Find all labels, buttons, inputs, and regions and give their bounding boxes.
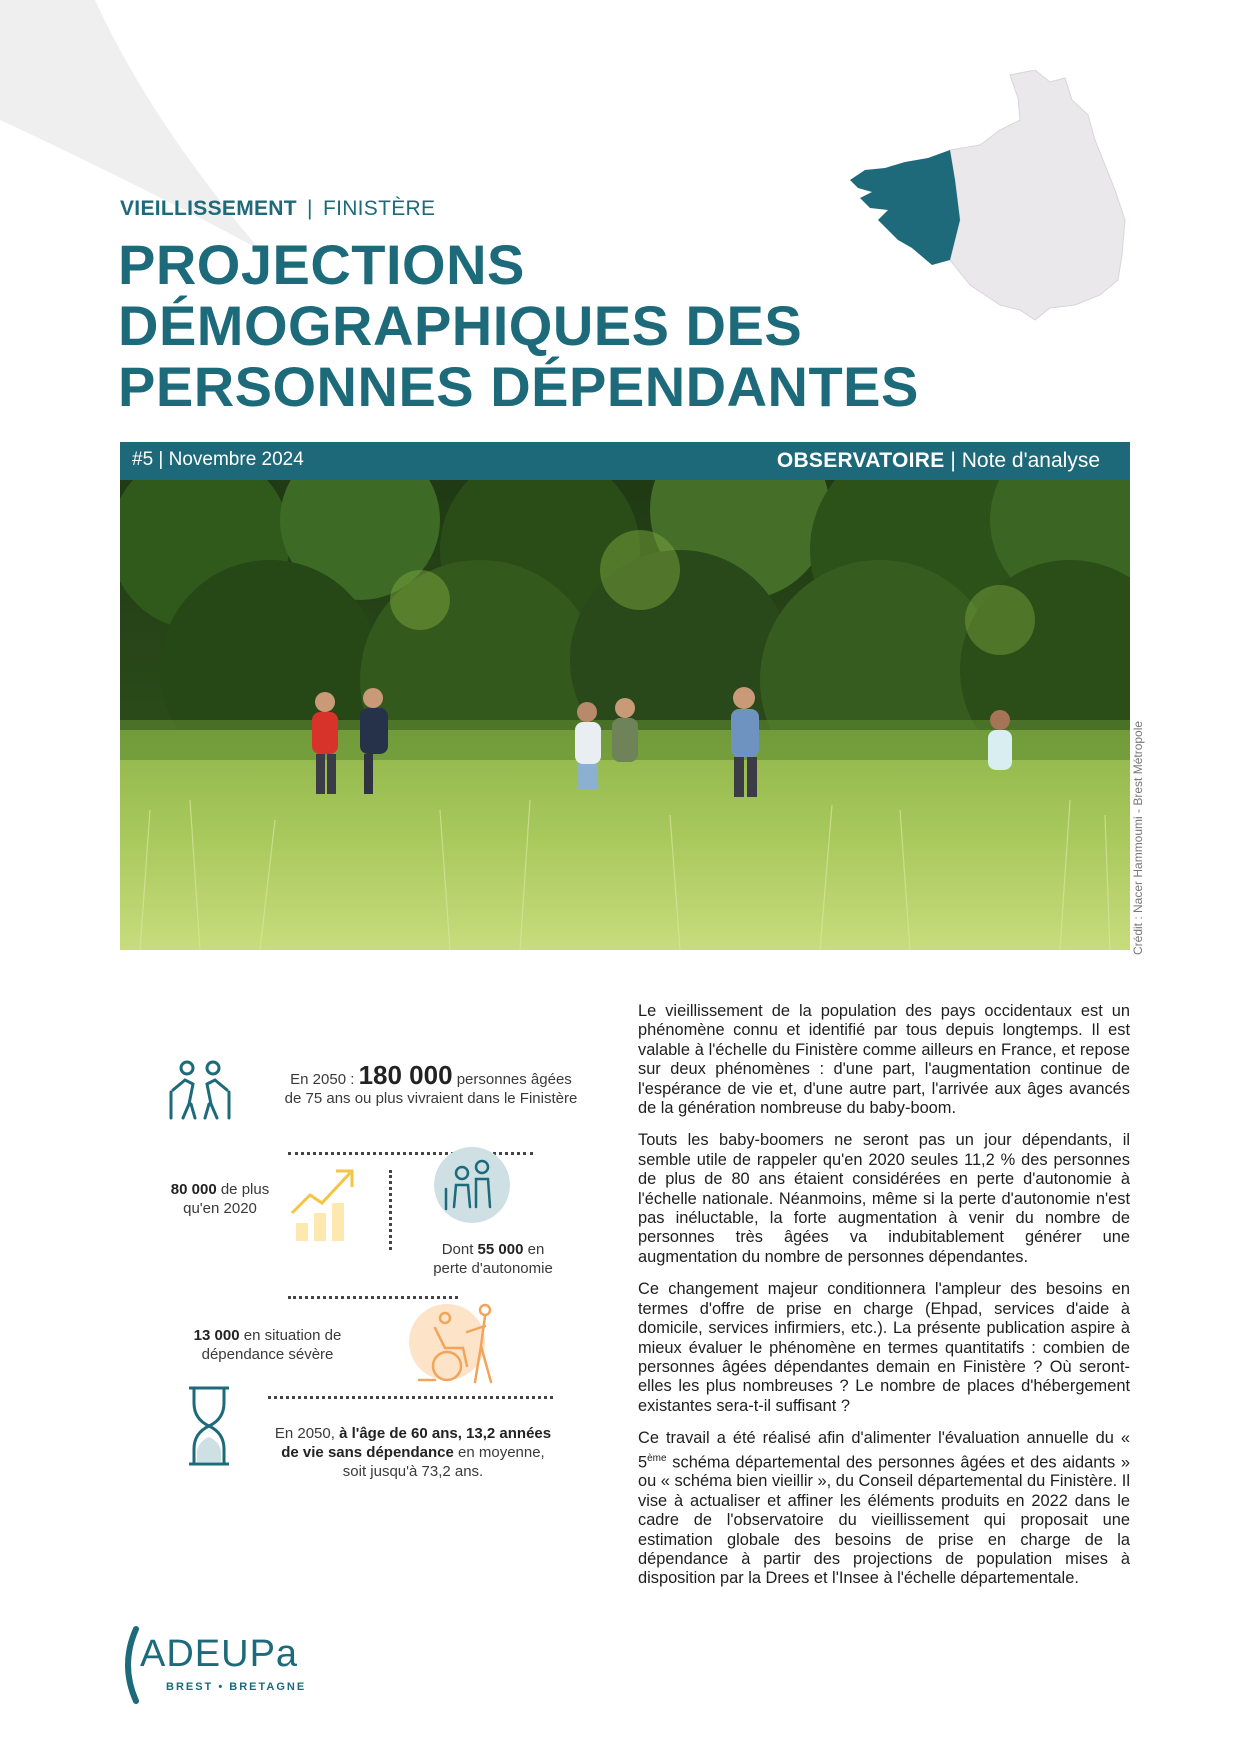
wheelchair-caregiver-icon xyxy=(405,1298,515,1388)
stat-loss-of-autonomy xyxy=(408,1240,578,1278)
issue-band xyxy=(120,442,1130,480)
growth-chart-icon xyxy=(290,1163,358,1243)
cover-photo xyxy=(120,480,1130,950)
stat4-line2: dépendance sévère xyxy=(201,1346,334,1363)
intro-text xyxy=(638,1002,1130,1602)
p4-part-a: Ce travail a été réalisé afin d'alimenter l'évaluation annuelle du « 5 xyxy=(638,1429,1130,1471)
stat2-value: 80 000 xyxy=(170,1181,217,1198)
stat3-prefix: Dont xyxy=(441,1241,474,1258)
title-line-1: PROJECTIONS xyxy=(118,233,525,296)
stat5-line3: soit jusqu'à 73,2 ans. xyxy=(342,1463,484,1480)
intro-paragraph-2: Touts les baby-boomers ne seront pas un jour dépendants, il semble utile de rappeler qu'en 2020 seules 11,2 % des personnes de plus de 80 ans étaient considérées en perte d'autonomie à l'échelle nationale. Néanmoins, même si la perte d'autonomie n'est pas inéluctable, la forte augmentation à venir du nombre de personnes très âgées va indubitablement générer une augmentation du nombre de personnes dépendantes. xyxy=(638,1131,1130,1266)
stat3-line2: perte d'autonomie xyxy=(433,1260,553,1277)
kicker-theme: VIEILLISSEMENT xyxy=(120,197,297,220)
intro-paragraph-3: Ce changement majeur conditionnera l'ampleur des besoins en termes d'offre de prise en charge (Ehpad, services d'aide à domicile, services infirmiers, etc.). La présente publication aspire à mieux évaluer le phénomène en termes quantitatifs : combien de personnes âgées dépendantes demain en Finistère ? Où seront-elles les plus nombreuses ? Le nombre de places d'hébergement existantes sera-t-il suffisant ? xyxy=(638,1280,1130,1415)
stat5-prefix: En 2050, xyxy=(274,1425,335,1442)
decorative-arc xyxy=(0,0,260,260)
kicker-place: FINISTÈRE xyxy=(322,197,436,220)
dotted-separator xyxy=(268,1396,553,1399)
p4-superscript: ème xyxy=(647,1452,667,1464)
stat2-line2: qu'en 2020 xyxy=(183,1200,257,1217)
stat5-bold2: de vie sans dépendance xyxy=(281,1444,454,1461)
stat3-suffix: en xyxy=(527,1241,545,1258)
photo-credit xyxy=(1131,665,1153,955)
stat4-value: 13 000 xyxy=(193,1327,240,1344)
hourglass-icon xyxy=(185,1385,233,1467)
stat2-suffix: de plus xyxy=(220,1181,270,1198)
stat1-line2: de 75 ans ou plus vivraient dans le Finistère xyxy=(284,1090,578,1107)
stat-life-without-dependency xyxy=(268,1424,558,1481)
stat4-suffix: en situation de xyxy=(243,1327,342,1344)
issue-number: #5 | Novembre 2024 xyxy=(132,449,304,470)
intro-paragraph-4 xyxy=(638,1429,1130,1589)
stat-2050-population xyxy=(256,1060,606,1108)
stat-increase xyxy=(160,1180,280,1218)
p4-part-b: schéma départemental des personnes âgées et des aidants » ou « schéma bien vieillir », du Conseil départemental du Finistère. Il vise à actualiser et affiner les éléments produits en 2022 dans le cadre de l'observatoire du vieillissement qui proposait une estimation globale des besoins de prise en charge de la dépendance à partir des projections de population mises à disposition par la Drees et l'Insee à l'échelle départementale. xyxy=(638,1453,1130,1588)
photo-credit-text: Crédit : Nacer Hammoumi - Brest Métropole xyxy=(1131,720,1145,955)
section-label xyxy=(777,449,1100,473)
seniors-walking-icon xyxy=(165,1060,235,1122)
logo-tagline: BREST • BRETAGNE xyxy=(166,1681,307,1693)
page-title xyxy=(118,234,998,417)
section-name: OBSERVATOIRE xyxy=(776,449,945,472)
section-type: Note d'analyse xyxy=(961,449,1100,472)
kicker xyxy=(120,197,435,221)
intro-paragraph-1: Le vieillissement de la population des pays occidentaux est un phénomène connu et identifié par tous depuis longtemps. Il est valable à l'échelle du Finistère comme ailleurs en France, et repose sur deux phénomènes : d'une part, l'augmentation continue de l'espérance de vie et, d'une autre part, l'arrivée aux âges avancés de la génération nombreuse du baby-boom. xyxy=(638,1002,1130,1118)
stat5-after: en moyenne, xyxy=(458,1444,545,1461)
title-line-2: DÉMOGRAPHIQUES DES xyxy=(118,294,803,357)
key-figures xyxy=(160,1060,600,1620)
stat3-value: 55 000 xyxy=(477,1241,524,1258)
kicker-separator: | xyxy=(307,197,313,220)
stat1-suffix: personnes âgées xyxy=(456,1071,572,1088)
stat-severe-dependency xyxy=(180,1326,355,1364)
stat1-prefix: En 2050 : xyxy=(290,1071,355,1088)
logo-wordmark: ADEUPa xyxy=(140,1633,299,1675)
vertical-dotted-separator xyxy=(389,1170,392,1250)
elderly-couple-icon xyxy=(432,1145,512,1225)
stat5-bold1: à l'âge de 60 ans, 13,2 années xyxy=(339,1425,552,1442)
title-line-3: PERSONNES DÉPENDANTES xyxy=(118,355,919,418)
adeupa-logo xyxy=(118,1625,338,1705)
section-separator: | xyxy=(950,449,956,472)
stat1-value: 180 000 xyxy=(358,1060,453,1090)
